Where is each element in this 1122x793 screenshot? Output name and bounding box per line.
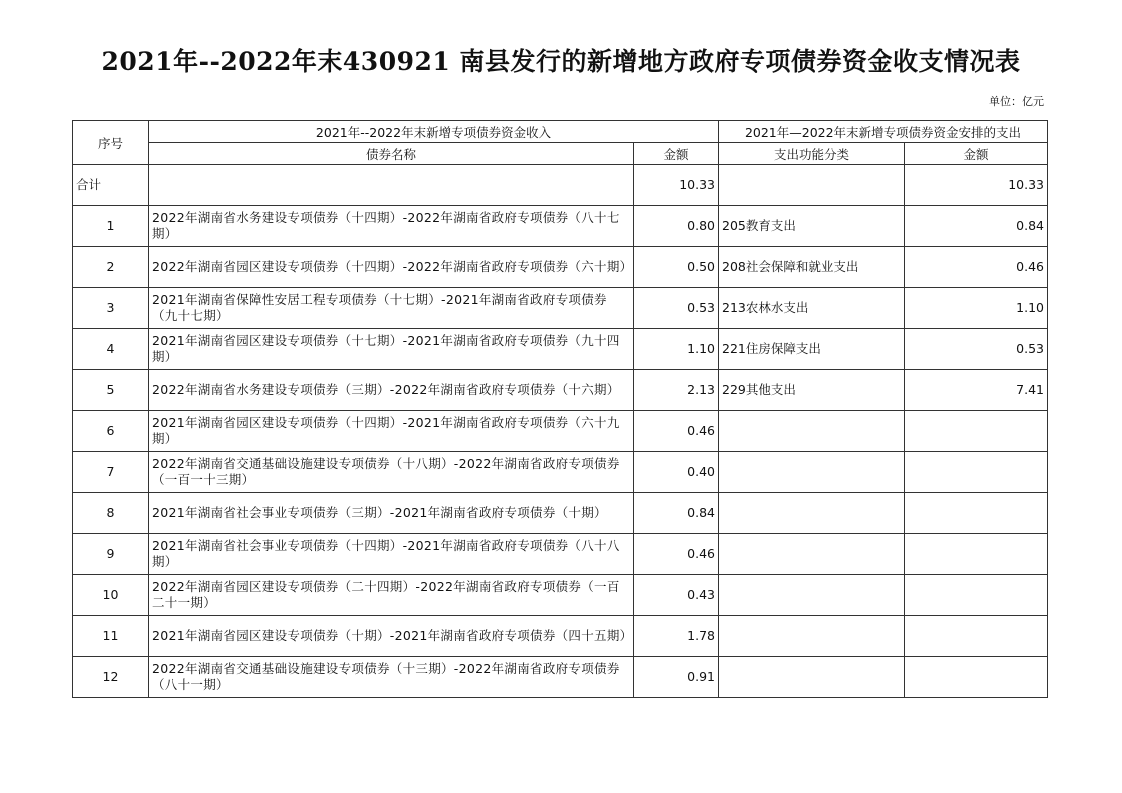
row-seq: 1 <box>73 206 149 247</box>
row-expense-category: 208社会保障和就业支出 <box>719 247 905 288</box>
row-expense-amount <box>905 493 1048 534</box>
row-seq: 9 <box>73 534 149 575</box>
row-bond-name: 2022年湖南省园区建设专项债券（十四期）-2022年湖南省政府专项债券（六十期） <box>149 247 634 288</box>
header-bond-name: 债券名称 <box>149 143 634 165</box>
table-row <box>73 657 1048 698</box>
row-expense-category <box>719 657 905 698</box>
row-income-amount: 2.13 <box>634 370 719 411</box>
row-income-amount: 0.80 <box>634 206 719 247</box>
total-expense-category <box>719 165 905 206</box>
row-expense-amount <box>905 616 1048 657</box>
row-income-amount: 0.84 <box>634 493 719 534</box>
row-bond-name: 2021年湖南省园区建设专项债券（十七期）-2021年湖南省政府专项债券（九十四期） <box>149 329 634 370</box>
table-row <box>73 493 1048 534</box>
row-expense-amount <box>905 657 1048 698</box>
row-expense-category: 229其他支出 <box>719 370 905 411</box>
row-bond-name: 2021年湖南省园区建设专项债券（十四期）-2021年湖南省政府专项债券（六十九期） <box>149 411 634 452</box>
row-expense-category <box>719 452 905 493</box>
row-expense-category <box>719 411 905 452</box>
row-income-amount: 1.10 <box>634 329 719 370</box>
header-income-group: 2021年--2022年末新增专项债券资金收入 <box>149 121 719 143</box>
row-expense-category <box>719 616 905 657</box>
row-bond-name: 2021年湖南省园区建设专项债券（十期）-2021年湖南省政府专项债券（四十五期） <box>149 616 634 657</box>
header-expense-group: 2021年—2022年末新增专项债券资金安排的支出 <box>719 121 1048 143</box>
table-row <box>73 616 1048 657</box>
bond-table <box>72 120 1048 698</box>
row-income-amount: 0.91 <box>634 657 719 698</box>
row-seq: 12 <box>73 657 149 698</box>
table-row <box>73 329 1048 370</box>
table-row <box>73 206 1048 247</box>
row-expense-amount <box>905 534 1048 575</box>
row-seq: 7 <box>73 452 149 493</box>
row-income-amount: 0.43 <box>634 575 719 616</box>
row-expense-category <box>719 493 905 534</box>
row-seq: 5 <box>73 370 149 411</box>
row-seq: 2 <box>73 247 149 288</box>
row-income-amount: 0.46 <box>634 411 719 452</box>
header-expense-amount: 金额 <box>905 143 1048 165</box>
table-row <box>73 247 1048 288</box>
total-expense-amount: 10.33 <box>905 165 1048 206</box>
row-income-amount: 0.46 <box>634 534 719 575</box>
row-bond-name: 2022年湖南省水务建设专项债券（十四期）-2022年湖南省政府专项债券（八十七期） <box>149 206 634 247</box>
table-row <box>73 370 1048 411</box>
row-bond-name: 2022年湖南省水务建设专项债券（三期）-2022年湖南省政府专项债券（十六期） <box>149 370 634 411</box>
row-expense-amount: 7.41 <box>905 370 1048 411</box>
header-expense-category: 支出功能分类 <box>719 143 905 165</box>
table-row <box>73 411 1048 452</box>
row-expense-amount: 1.10 <box>905 288 1048 329</box>
page-title: 2021年--2022年末430921 南县发行的新增地方政府专项债券资金收支情况表 <box>101 47 1021 76</box>
row-bond-name: 2022年湖南省交通基础设施建设专项债券（十八期）-2022年湖南省政府专项债券（一百一十三期） <box>149 452 634 493</box>
row-seq: 4 <box>73 329 149 370</box>
row-income-amount: 0.53 <box>634 288 719 329</box>
row-bond-name: 2022年湖南省园区建设专项债券（二十四期）-2022年湖南省政府专项债券（一百二十一期） <box>149 575 634 616</box>
total-row <box>73 165 1048 206</box>
row-expense-category <box>719 534 905 575</box>
row-expense-amount: 0.46 <box>905 247 1048 288</box>
header-row-group <box>73 121 1048 143</box>
table-row <box>73 534 1048 575</box>
row-seq: 11 <box>73 616 149 657</box>
row-bond-name: 2022年湖南省交通基础设施建设专项债券（十三期）-2022年湖南省政府专项债券（八十一期） <box>149 657 634 698</box>
unit-label: 单位：亿元 <box>989 95 1044 108</box>
table-row <box>73 288 1048 329</box>
header-seq: 序号 <box>73 121 149 165</box>
header-row-columns <box>73 143 1048 165</box>
total-label: 合计 <box>73 165 149 206</box>
row-seq: 3 <box>73 288 149 329</box>
row-seq: 6 <box>73 411 149 452</box>
row-expense-category <box>719 575 905 616</box>
row-bond-name: 2021年湖南省社会事业专项债券（十四期）-2021年湖南省政府专项债券（八十八期） <box>149 534 634 575</box>
row-expense-amount: 0.53 <box>905 329 1048 370</box>
row-expense-category: 213农林水支出 <box>719 288 905 329</box>
row-expense-amount: 0.84 <box>905 206 1048 247</box>
row-expense-amount <box>905 452 1048 493</box>
total-income-amount: 10.33 <box>634 165 719 206</box>
row-income-amount: 1.78 <box>634 616 719 657</box>
header-income-amount: 金额 <box>634 143 719 165</box>
row-expense-amount <box>905 575 1048 616</box>
row-bond-name: 2021年湖南省社会事业专项债券（三期）-2021年湖南省政府专项债券（十期） <box>149 493 634 534</box>
row-expense-category: 221住房保障支出 <box>719 329 905 370</box>
row-expense-amount <box>905 411 1048 452</box>
row-income-amount: 0.40 <box>634 452 719 493</box>
table-row <box>73 575 1048 616</box>
total-name-cell <box>149 165 634 206</box>
table-row <box>73 452 1048 493</box>
row-bond-name: 2021年湖南省保障性安居工程专项债券（十七期）-2021年湖南省政府专项债券（九十七期） <box>149 288 634 329</box>
row-income-amount: 0.50 <box>634 247 719 288</box>
row-seq: 8 <box>73 493 149 534</box>
row-expense-category: 205教育支出 <box>719 206 905 247</box>
row-seq: 10 <box>73 575 149 616</box>
